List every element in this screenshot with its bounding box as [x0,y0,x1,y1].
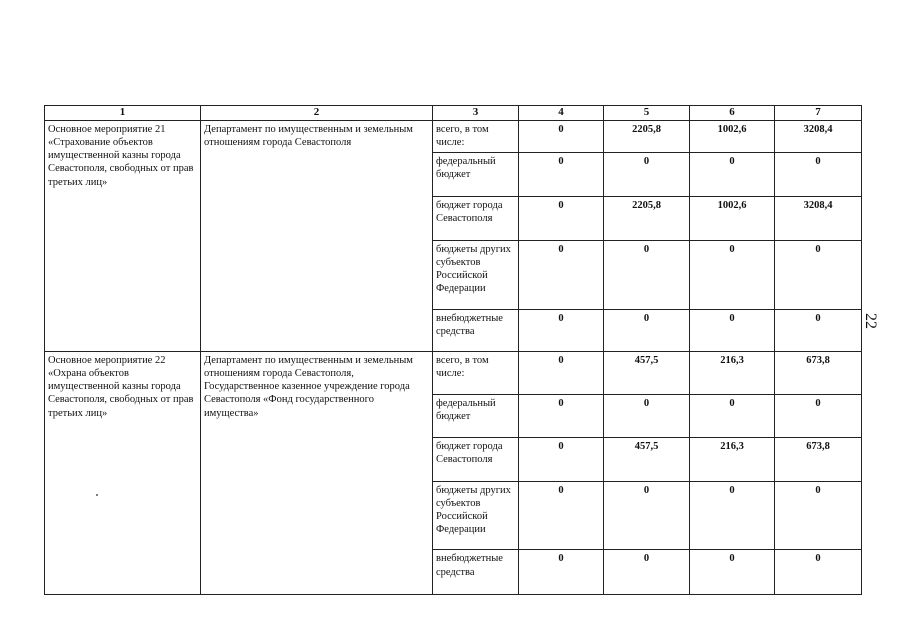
funding-source: федеральный бюджет [433,394,519,438]
value-cell: 2205,8 [604,121,690,153]
value-cell: 0 [604,550,690,595]
header-row [45,106,862,121]
col-header-7: 7 [775,106,862,121]
scan-speck [96,494,98,496]
value-cell: 1002,6 [690,197,775,241]
value-cell: 673,8 [775,352,862,395]
funding-source: федеральный бюджет [433,152,519,197]
value-cell: 0 [519,438,604,482]
value-cell: 0 [775,152,862,197]
value-cell: 457,5 [604,438,690,482]
program-table [44,105,862,595]
funding-source: всего, в том числе: [433,121,519,153]
value-cell: 0 [519,352,604,395]
value-cell: 0 [690,550,775,595]
value-cell: 0 [604,309,690,352]
funding-source: всего, в том числе: [433,352,519,395]
activity-executor: Департамент по имущественным и земельным отношениям города Севастополя [201,121,433,352]
funding-source: внебюджетные средства [433,550,519,595]
page-number: 22 [862,313,879,329]
value-cell: 457,5 [604,352,690,395]
value-cell: 3208,4 [775,121,862,153]
col-header-6: 6 [690,106,775,121]
value-cell: 0 [519,309,604,352]
col-header-5: 5 [604,106,690,121]
funding-source: бюджеты других субъектов Российской Федерации [433,240,519,309]
value-cell: 0 [690,481,775,550]
value-cell: 3208,4 [775,197,862,241]
table-row [45,121,862,153]
funding-source: бюджет города Севастополя [433,197,519,241]
value-cell: 0 [519,240,604,309]
value-cell: 0 [604,240,690,309]
value-cell: 0 [690,394,775,438]
value-cell: 0 [775,550,862,595]
value-cell: 0 [775,481,862,550]
value-cell: 0 [604,481,690,550]
value-cell: 0 [775,394,862,438]
activity-executor: Департамент по имущественным и земельным отношениям города Севастополя, Государственное казенное учреждение города Севастополя «Фонд государственного имущества» [201,352,433,595]
col-header-1: 1 [45,106,201,121]
funding-source: бюджет города Севастополя [433,438,519,482]
funding-source: бюджеты других субъектов Российской Федерации [433,481,519,550]
value-cell: 216,3 [690,352,775,395]
value-cell: 0 [519,394,604,438]
value-cell: 0 [690,309,775,352]
value-cell: 0 [519,550,604,595]
value-cell: 0 [604,152,690,197]
value-cell: 0 [519,197,604,241]
funding-source: внебюджетные средства [433,309,519,352]
value-cell: 0 [519,481,604,550]
value-cell: 216,3 [690,438,775,482]
table-row [45,352,862,395]
value-cell: 0 [519,152,604,197]
activity-name: Основное мероприятие 22 «Охрана объектов имущественной казны города Севастополя, свободных от прав третьих лиц» [45,352,201,595]
value-cell: 0 [690,152,775,197]
col-header-3: 3 [433,106,519,121]
col-header-4: 4 [519,106,604,121]
value-cell: 0 [519,121,604,153]
value-cell: 0 [604,394,690,438]
value-cell: 0 [775,309,862,352]
activity-name: Основное мероприятие 21 «Страхование объектов имущественной казны города Севастополя, свободных от прав третьих лиц» [45,121,201,352]
value-cell: 673,8 [775,438,862,482]
value-cell: 1002,6 [690,121,775,153]
value-cell: 0 [775,240,862,309]
value-cell: 2205,8 [604,197,690,241]
value-cell: 0 [690,240,775,309]
col-header-2: 2 [201,106,433,121]
